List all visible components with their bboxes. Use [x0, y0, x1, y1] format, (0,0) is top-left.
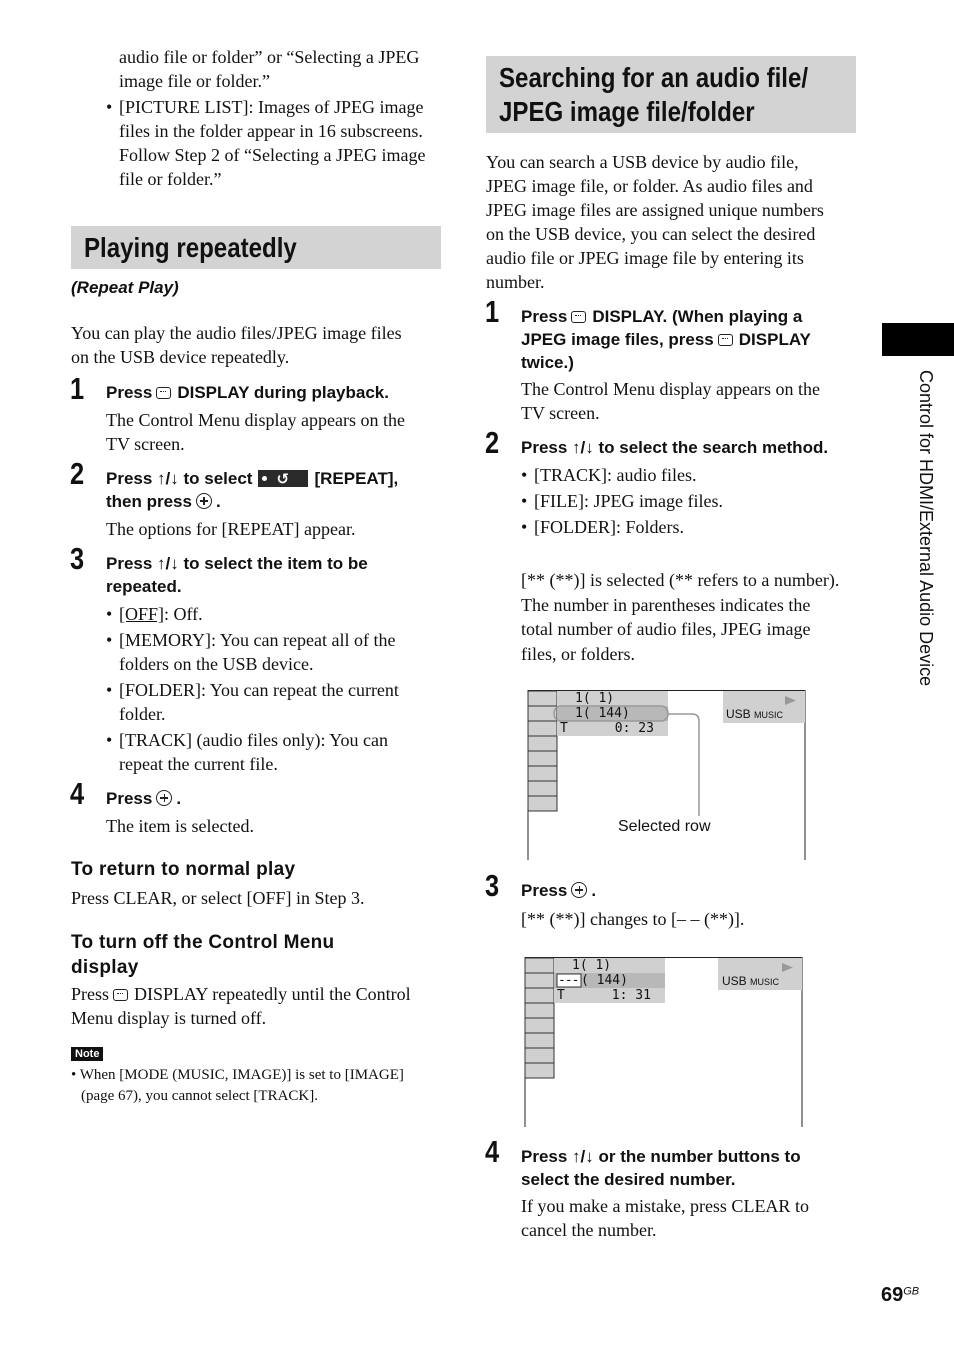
- step-body: [** (**)] is selected (** refers to a number). The number in parentheses indicates the total number of audio files, JPEG image files, or folders.: [521, 570, 840, 664]
- osd-source-label: USB MUSIC: [726, 707, 784, 721]
- step-title: Press ↑/↓ to select↺ [REPEAT], then press .: [106, 467, 446, 513]
- osd-row-3: T 1: 31: [557, 988, 651, 1003]
- subsection-body: Press DISPLAY repeatedly until the Control Menu display is turned off.: [71, 984, 411, 1028]
- subsection-heading: To turn off the Control Menu display: [71, 932, 335, 978]
- repeat-options-list: [106, 602, 446, 776]
- note-text: • When [MODE (MUSIC, IMAGE)] is set to [IMAGE] (page 67), you cannot select [TRACK].: [71, 1067, 404, 1104]
- list-item: • [MEMORY]: You can repeat all of the folders on the USB device.: [106, 628, 446, 676]
- osd-row-3: T 0: 23: [560, 721, 654, 736]
- section-heading-box: [71, 226, 441, 269]
- display-button-icon: [113, 989, 128, 1001]
- control-menu-display-diagram: [524, 957, 804, 1127]
- section-heading: Searching for an audio file/ JPEG image file/folder: [499, 62, 809, 127]
- step-body: The Control Menu display appears on the TV screen.: [521, 379, 820, 423]
- note-label: Note: [71, 1047, 103, 1061]
- step-number: 3: [485, 868, 500, 903]
- list-item: • [FOLDER]: You can repeat the current folder.: [106, 678, 446, 726]
- picture-list-bullet: • [PICTURE LIST]: Images of JPEG image files in the folder appear in 16 subscreens. Follow Step 2 of “Selecting a JPEG image file or folder.”: [106, 95, 451, 191]
- section-intro: You can search a USB device by audio file, JPEG image file, or folder. As audio files and JPEG image files are assigned unique numbers on the USB device, you can select the desired audio file or JPEG image file by entering its number.: [486, 152, 824, 292]
- osd-row-1: 1( 1): [572, 958, 612, 973]
- enter-button-icon: [571, 882, 587, 898]
- section-heading: Playing repeatedly: [84, 232, 297, 263]
- subsection-body: Press CLEAR, or select [OFF] in Step 3.: [71, 888, 365, 908]
- step-body: The item is selected.: [106, 816, 254, 836]
- list-item: • [FOLDER]: Folders.: [521, 515, 861, 539]
- list-item: • [TRACK] (audio files only): You can repeat the current file.: [106, 728, 446, 776]
- step-number: 2: [70, 456, 85, 491]
- osd-source-label: USB MUSIC: [722, 974, 780, 988]
- step-body: If you make a mistake, press CLEAR to cancel the number.: [521, 1196, 809, 1240]
- osd-row-1: 1( 1): [575, 691, 615, 706]
- intro-continuation: audio file or folder” or “Selecting a JPEG image file or folder.”: [119, 47, 420, 91]
- list-item: • [FILE]: JPEG image files.: [521, 489, 861, 513]
- step-body: [** (**)] changes to [– – (**)].: [521, 909, 745, 929]
- repeat-icon: [258, 470, 308, 487]
- step-title: Press .: [106, 789, 182, 808]
- display-button-icon: [718, 334, 733, 346]
- step-body: The Control Menu display appears on the TV screen.: [106, 410, 405, 454]
- display-button-icon: [571, 311, 586, 323]
- subsection-heading: To return to normal play: [71, 859, 296, 880]
- step-title: Press ↑/↓ to select the item to be repeated.: [106, 554, 368, 596]
- chapter-side-label: Control for HDMI/External Audio Device: [916, 370, 936, 687]
- search-method-list: [521, 463, 861, 539]
- step-number: 3: [70, 541, 85, 576]
- step-number: 2: [485, 425, 500, 460]
- control-menu-display-diagram: [527, 690, 807, 860]
- section-intro: You can play the audio files/JPEG image files on the USB device repeatedly.: [71, 323, 402, 367]
- enter-button-icon: [156, 790, 172, 806]
- list-item: • [OFF]: Off.: [106, 602, 446, 626]
- step-number: 4: [485, 1134, 500, 1169]
- osd-row-2: ( 144): [581, 973, 628, 988]
- section-subheading: (Repeat Play): [71, 278, 179, 297]
- osd-row-2-dashes: ---: [558, 973, 579, 988]
- display-button-icon: [156, 387, 171, 399]
- step-title: Press DISPLAY during playback.: [106, 383, 389, 402]
- page-number: $69^{GB}$: [881, 1284, 920, 1306]
- step-title: Press .: [521, 881, 597, 900]
- chapter-tab: [882, 323, 954, 356]
- step-title: Press DISPLAY. (When playing a JPEG image files, press DISPLAY twice.): [521, 307, 811, 372]
- enter-button-icon: [196, 493, 212, 509]
- step-body: The options for [REPEAT] appear.: [106, 519, 356, 539]
- step-number: 4: [70, 776, 85, 811]
- step-number: 1: [70, 371, 85, 406]
- step-title: Press ↑/↓ to select the search method.: [521, 438, 829, 457]
- step-number: 1: [485, 294, 500, 329]
- osd-row-2: 1( 144): [575, 706, 630, 721]
- list-item: • [TRACK]: audio files.: [521, 463, 861, 487]
- step-title: Press ↑/↓ or the number buttons to select the desired number.: [521, 1147, 801, 1189]
- section-heading-box: [486, 56, 856, 133]
- selected-row-callout: Selected row: [618, 818, 711, 835]
